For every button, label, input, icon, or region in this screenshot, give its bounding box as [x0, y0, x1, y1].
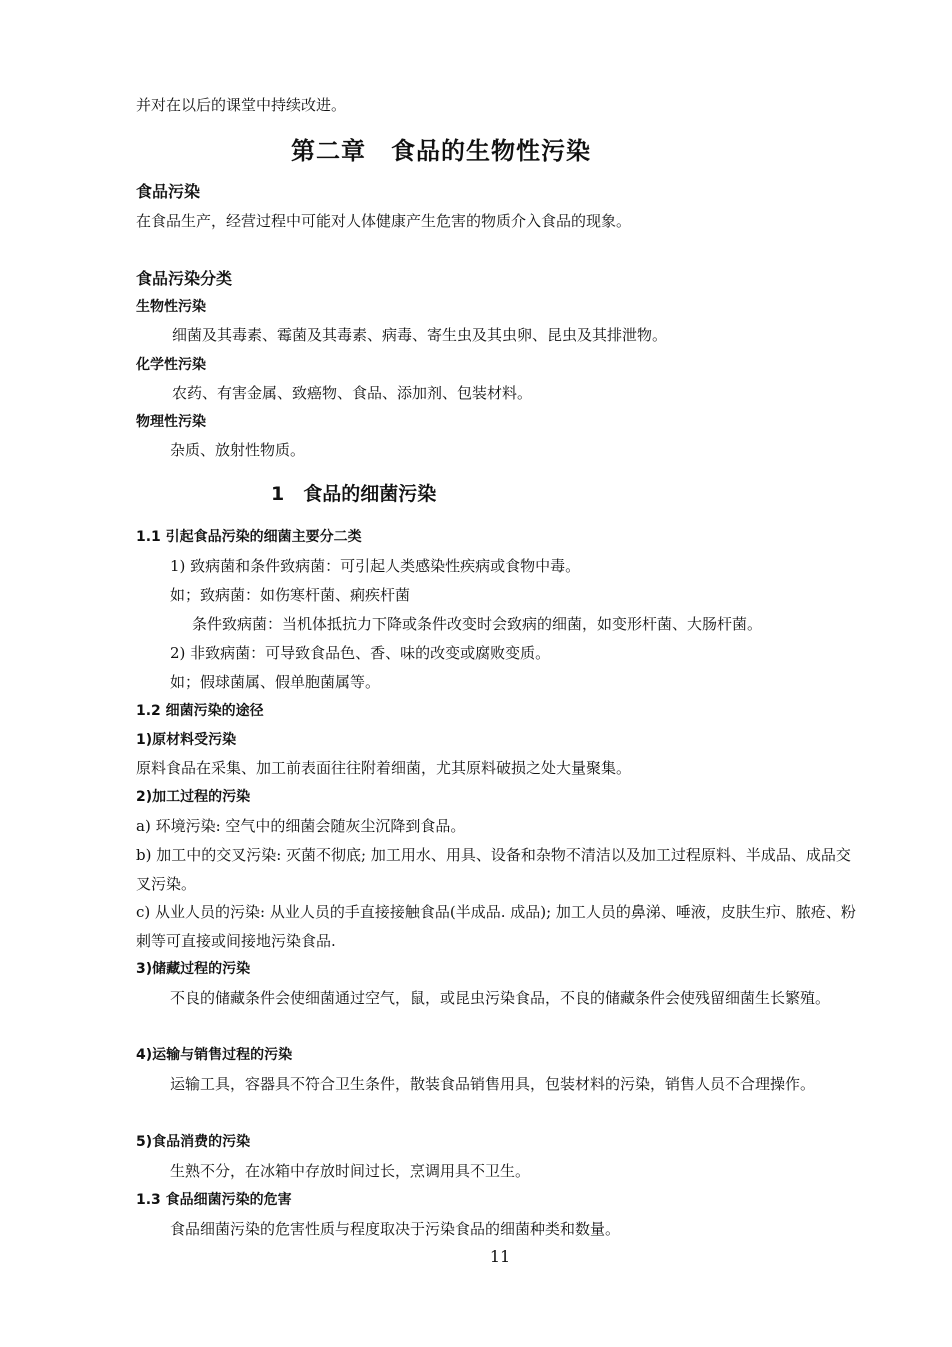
definition-food-pollution: 在食品生产，经营过程中可能对人体健康产生危害的物质介入食品的现象。 — [136, 212, 632, 230]
s1-1-line: 条件致病菌：当机体抵抗力下降或条件改变时会致病的细菌，如变形杆菌、大肠杆菌。 — [192, 615, 763, 633]
page-number: 11 — [489, 1247, 511, 1266]
p4-title: 4)运输与销售过程的污染 — [136, 1047, 293, 1063]
p4-text: 运输工具，容器具不符合卫生条件，散装食品销售用具，包装材料的污染，销售人员不合理操作。 — [170, 1075, 816, 1093]
p5-title: 5)食品消费的污染 — [136, 1134, 251, 1150]
intro-line: 并对在以后的课堂中持续改进。 — [136, 96, 347, 114]
p3-title: 3)储藏过程的污染 — [136, 961, 251, 977]
heading-classification: 食品污染分类 — [136, 269, 233, 288]
p2-item-c: c) 从业人员的污染: 从业人员的手直接接触食品(半成品. 成品); 加工人员的鼻涕、唾液，皮肤生疖、脓疮、粉刺等可直接或间接地污染食品. — [136, 903, 856, 950]
heading-food-pollution: 食品污染 — [136, 182, 201, 201]
class-title-physical: 物理性污染 — [136, 414, 206, 430]
s1-1-line: 1) 致病菌和条件致病菌：可引起人类感染性疾病或食物中毒。 — [170, 557, 581, 575]
heading-1-3: 1.3 食品细菌污染的危害 — [136, 1192, 292, 1208]
heading-1-1: 1.1 引起食品污染的细菌主要分二类 — [136, 529, 362, 545]
s1-1-line: 如；假球菌属、假单胞菌属等。 — [170, 673, 381, 691]
s1-1-line: 2) 非致病菌：可导致食品色、香、味的改变或腐败变质。 — [170, 644, 551, 662]
heading-1-2: 1.2 细菌污染的途径 — [136, 703, 264, 719]
p5-text: 生熟不分，在冰箱中存放时间过长，烹调用具不卫生。 — [170, 1162, 531, 1180]
class-text-biological: 细菌及其毒素、霉菌及其毒素、病毒、寄生虫及其虫卵、昆虫及其排泄物。 — [172, 326, 668, 344]
class-title-biological: 生物性污染 — [136, 299, 206, 315]
s1-1-line: 如；致病菌：如伤寒杆菌、痢疾杆菌 — [170, 586, 411, 604]
p3-text: 不良的储藏条件会使细菌通过空气，鼠，或昆虫污染食品，不良的储藏条件会使残留细菌生长繁殖。 — [170, 989, 831, 1007]
s1-3-text: 食品细菌污染的危害性质与程度取决于污染食品的细菌种类和数量。 — [170, 1220, 621, 1238]
p2-title: 2)加工过程的污染 — [136, 789, 251, 805]
class-text-physical: 杂质、放射性物质。 — [170, 441, 306, 459]
p1-text: 原料食品在采集、加工前表面往往附着细菌，尤其原料破损之处大量聚集。 — [136, 759, 632, 777]
p2-item-a: a) 环境污染: 空气中的细菌会随灰尘沉降到食品。 — [136, 817, 466, 835]
chapter-title: 第二章 食品的生物性污染 — [291, 137, 591, 165]
p1-title: 1)原材料受污染 — [136, 732, 237, 748]
class-title-chemical: 化学性污染 — [136, 357, 206, 373]
class-text-chemical: 农药、有害金属、致癌物、食品、添加剂、包装材料。 — [172, 384, 533, 402]
p2-item-b: b) 加工中的交叉污染: 灭菌不彻底; 加工用水、用具、设备和杂物不清洁以及加工过程原料、半成品、成品交叉污染。 — [136, 846, 851, 893]
section-1-title: 1 食品的细菌污染 — [271, 483, 437, 505]
